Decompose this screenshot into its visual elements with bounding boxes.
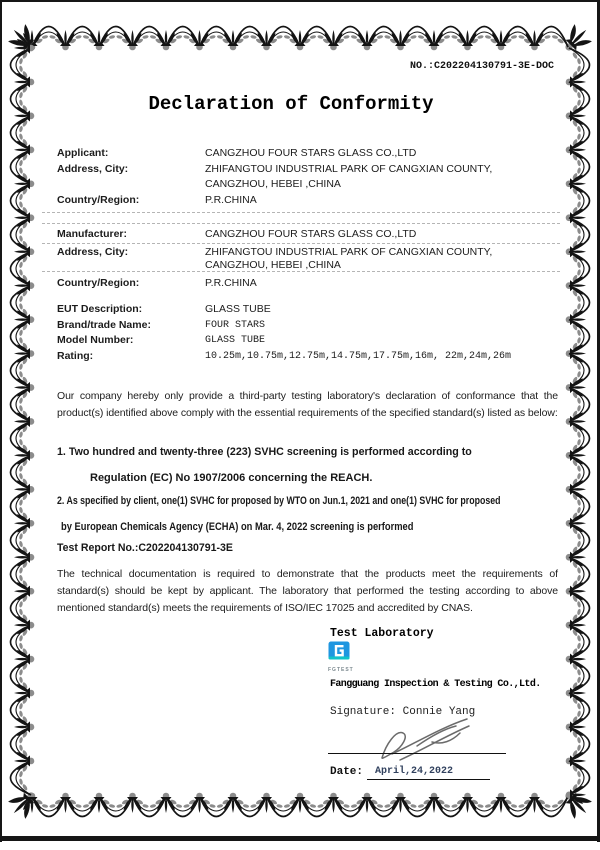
- fgtest-logo-icon: [328, 641, 354, 661]
- address-line-2: CANGZHOU, HEBEI ,CHINA: [205, 259, 341, 271]
- lace-unit: [566, 320, 590, 363]
- lace-unit: [566, 184, 590, 227]
- lace-unit: [566, 218, 590, 261]
- lace-unit: [566, 591, 590, 634]
- field-label: Model Number:: [57, 334, 134, 346]
- info-row: [57, 349, 556, 365]
- field-label: EUT Description:: [57, 303, 143, 315]
- lab-section-title: Test Laboratory: [330, 627, 434, 640]
- lace-unit: [566, 421, 590, 464]
- lace-unit: [566, 455, 590, 498]
- field-value: CANGZHOU FOUR STARS GLASS CO.,LTD: [205, 147, 417, 159]
- requirement-item-2: 2. As specified by client, one(1) SVHC for proposed by WTO on Jun.1, 2021 and one(1) SVHC for proposed: [57, 495, 501, 507]
- info-row: [57, 193, 556, 209]
- lace-unit: [566, 150, 590, 193]
- page-edge-top: [0, 0, 600, 2]
- doc-title: Declaration of Conformity: [148, 93, 434, 115]
- requirement-item-1: 1. Two hundred and twenty-three (223) SVHC screening is performed according to: [57, 446, 472, 458]
- info-row: [57, 246, 556, 273]
- separator: [42, 223, 560, 224]
- info-row: [57, 333, 556, 349]
- page-edge-bottom: [0, 836, 600, 841]
- signature-rule: [328, 753, 506, 754]
- lace-unit: [566, 116, 590, 159]
- field-label: Brand/trade Name:: [57, 318, 151, 331]
- signature-scribble: [372, 716, 472, 764]
- separator: [42, 212, 560, 213]
- field-label: Country/Region:: [57, 193, 140, 206]
- field-value: CANGZHOU FOUR STARS GLASS CO.,LTD: [205, 228, 417, 240]
- field-label: Manufacturer:: [57, 228, 128, 240]
- info-row: [57, 162, 556, 193]
- lab-logo-caption: FGTEST: [328, 667, 354, 673]
- product-section: [57, 302, 556, 364]
- field-value: [205, 246, 492, 273]
- field-value: GLASS TUBE: [205, 303, 271, 315]
- intro-paragraph: Our company hereby only provide a third-party testing laboratory's declaration of conformance that the product(s) identified above comply with the essential requirements of the specified standard(s) listed as below:: [57, 390, 558, 419]
- date-value: April,24,2022: [367, 766, 490, 780]
- date-row: [330, 766, 490, 780]
- info-row: [57, 146, 556, 162]
- test-report-number: Test Report No.:C202204130791-3E: [57, 542, 233, 554]
- lace-unit: [566, 286, 590, 329]
- lab-company-name: Fangguang Inspection & Testing Co.,Ltd.: [330, 679, 541, 690]
- page-edge-left: [0, 0, 2, 842]
- lace-unit: [566, 252, 590, 295]
- lace-unit: [526, 27, 569, 51]
- info-row: [57, 277, 556, 291]
- field-value: FOUR STARS: [205, 319, 266, 331]
- date-label: Date:: [330, 766, 364, 778]
- requirement-item-2-cont: by European Chemicals Agency (ECHA) on Mar. 4, 2022 screening is performed: [61, 521, 414, 533]
- manufacturer-section: [57, 228, 556, 290]
- separator: [42, 271, 560, 272]
- info-row: [57, 228, 556, 242]
- lace-unit: [566, 625, 590, 668]
- lace-unit: [566, 557, 590, 600]
- field-value: [205, 162, 492, 193]
- doc-number: NO.:C202204130791-3E-DOC: [409, 61, 554, 72]
- field-label: Address, City:: [57, 162, 129, 175]
- field-value: 10.25m,10.75m,12.75m,14.75m,17.75m,16m, 22m,24m,26m: [205, 350, 512, 362]
- field-label: Address, City:: [57, 245, 129, 258]
- address-line-1: ZHIFANGTOU INDUSTRIAL PARK OF CANGXIAN COUNTY,: [205, 162, 493, 175]
- closing-paragraph: The technical documentation is required to demonstrate that the products meet the requirements of standard(s) should be kept by applicant. The laboratory that performed the testing according to above mentioned standard(s) meets the requirements of ISO/IEC 17025 and accredited by CNAS.: [57, 568, 558, 614]
- address-line-1: ZHIFANGTOU INDUSTRIAL PARK OF CANGXIAN COUNTY,: [205, 245, 493, 258]
- requirement-item-1-cont: Regulation (EC) No 1907/2006 concerning the REACH.: [90, 472, 373, 484]
- fgtest-logo: [328, 641, 368, 673]
- field-label: Applicant:: [57, 147, 109, 159]
- signature-line: Signature: Connie Yang: [330, 706, 476, 718]
- separator: [42, 243, 560, 244]
- lace-unit: [566, 523, 590, 566]
- lace-unit: [566, 693, 590, 736]
- lace-unit: [566, 48, 590, 91]
- lace-unit: [566, 659, 590, 702]
- lace-unit: [566, 354, 590, 397]
- info-row: [57, 302, 556, 318]
- lace-unit: [566, 727, 590, 770]
- applicant-section: [57, 146, 556, 208]
- field-value: P.R.CHINA: [205, 276, 257, 289]
- field-value: GLASS TUBE: [205, 335, 266, 346]
- address-line-2: CANGZHOU, HEBEI ,CHINA: [205, 178, 341, 190]
- field-label: Country/Region:: [57, 276, 140, 289]
- field-label: Rating:: [57, 349, 94, 362]
- lace-unit: [526, 793, 569, 817]
- field-value: P.R.CHINA: [205, 193, 257, 206]
- lace-unit: [11, 752, 35, 795]
- info-row: [57, 318, 556, 334]
- lace-unit: [566, 388, 590, 431]
